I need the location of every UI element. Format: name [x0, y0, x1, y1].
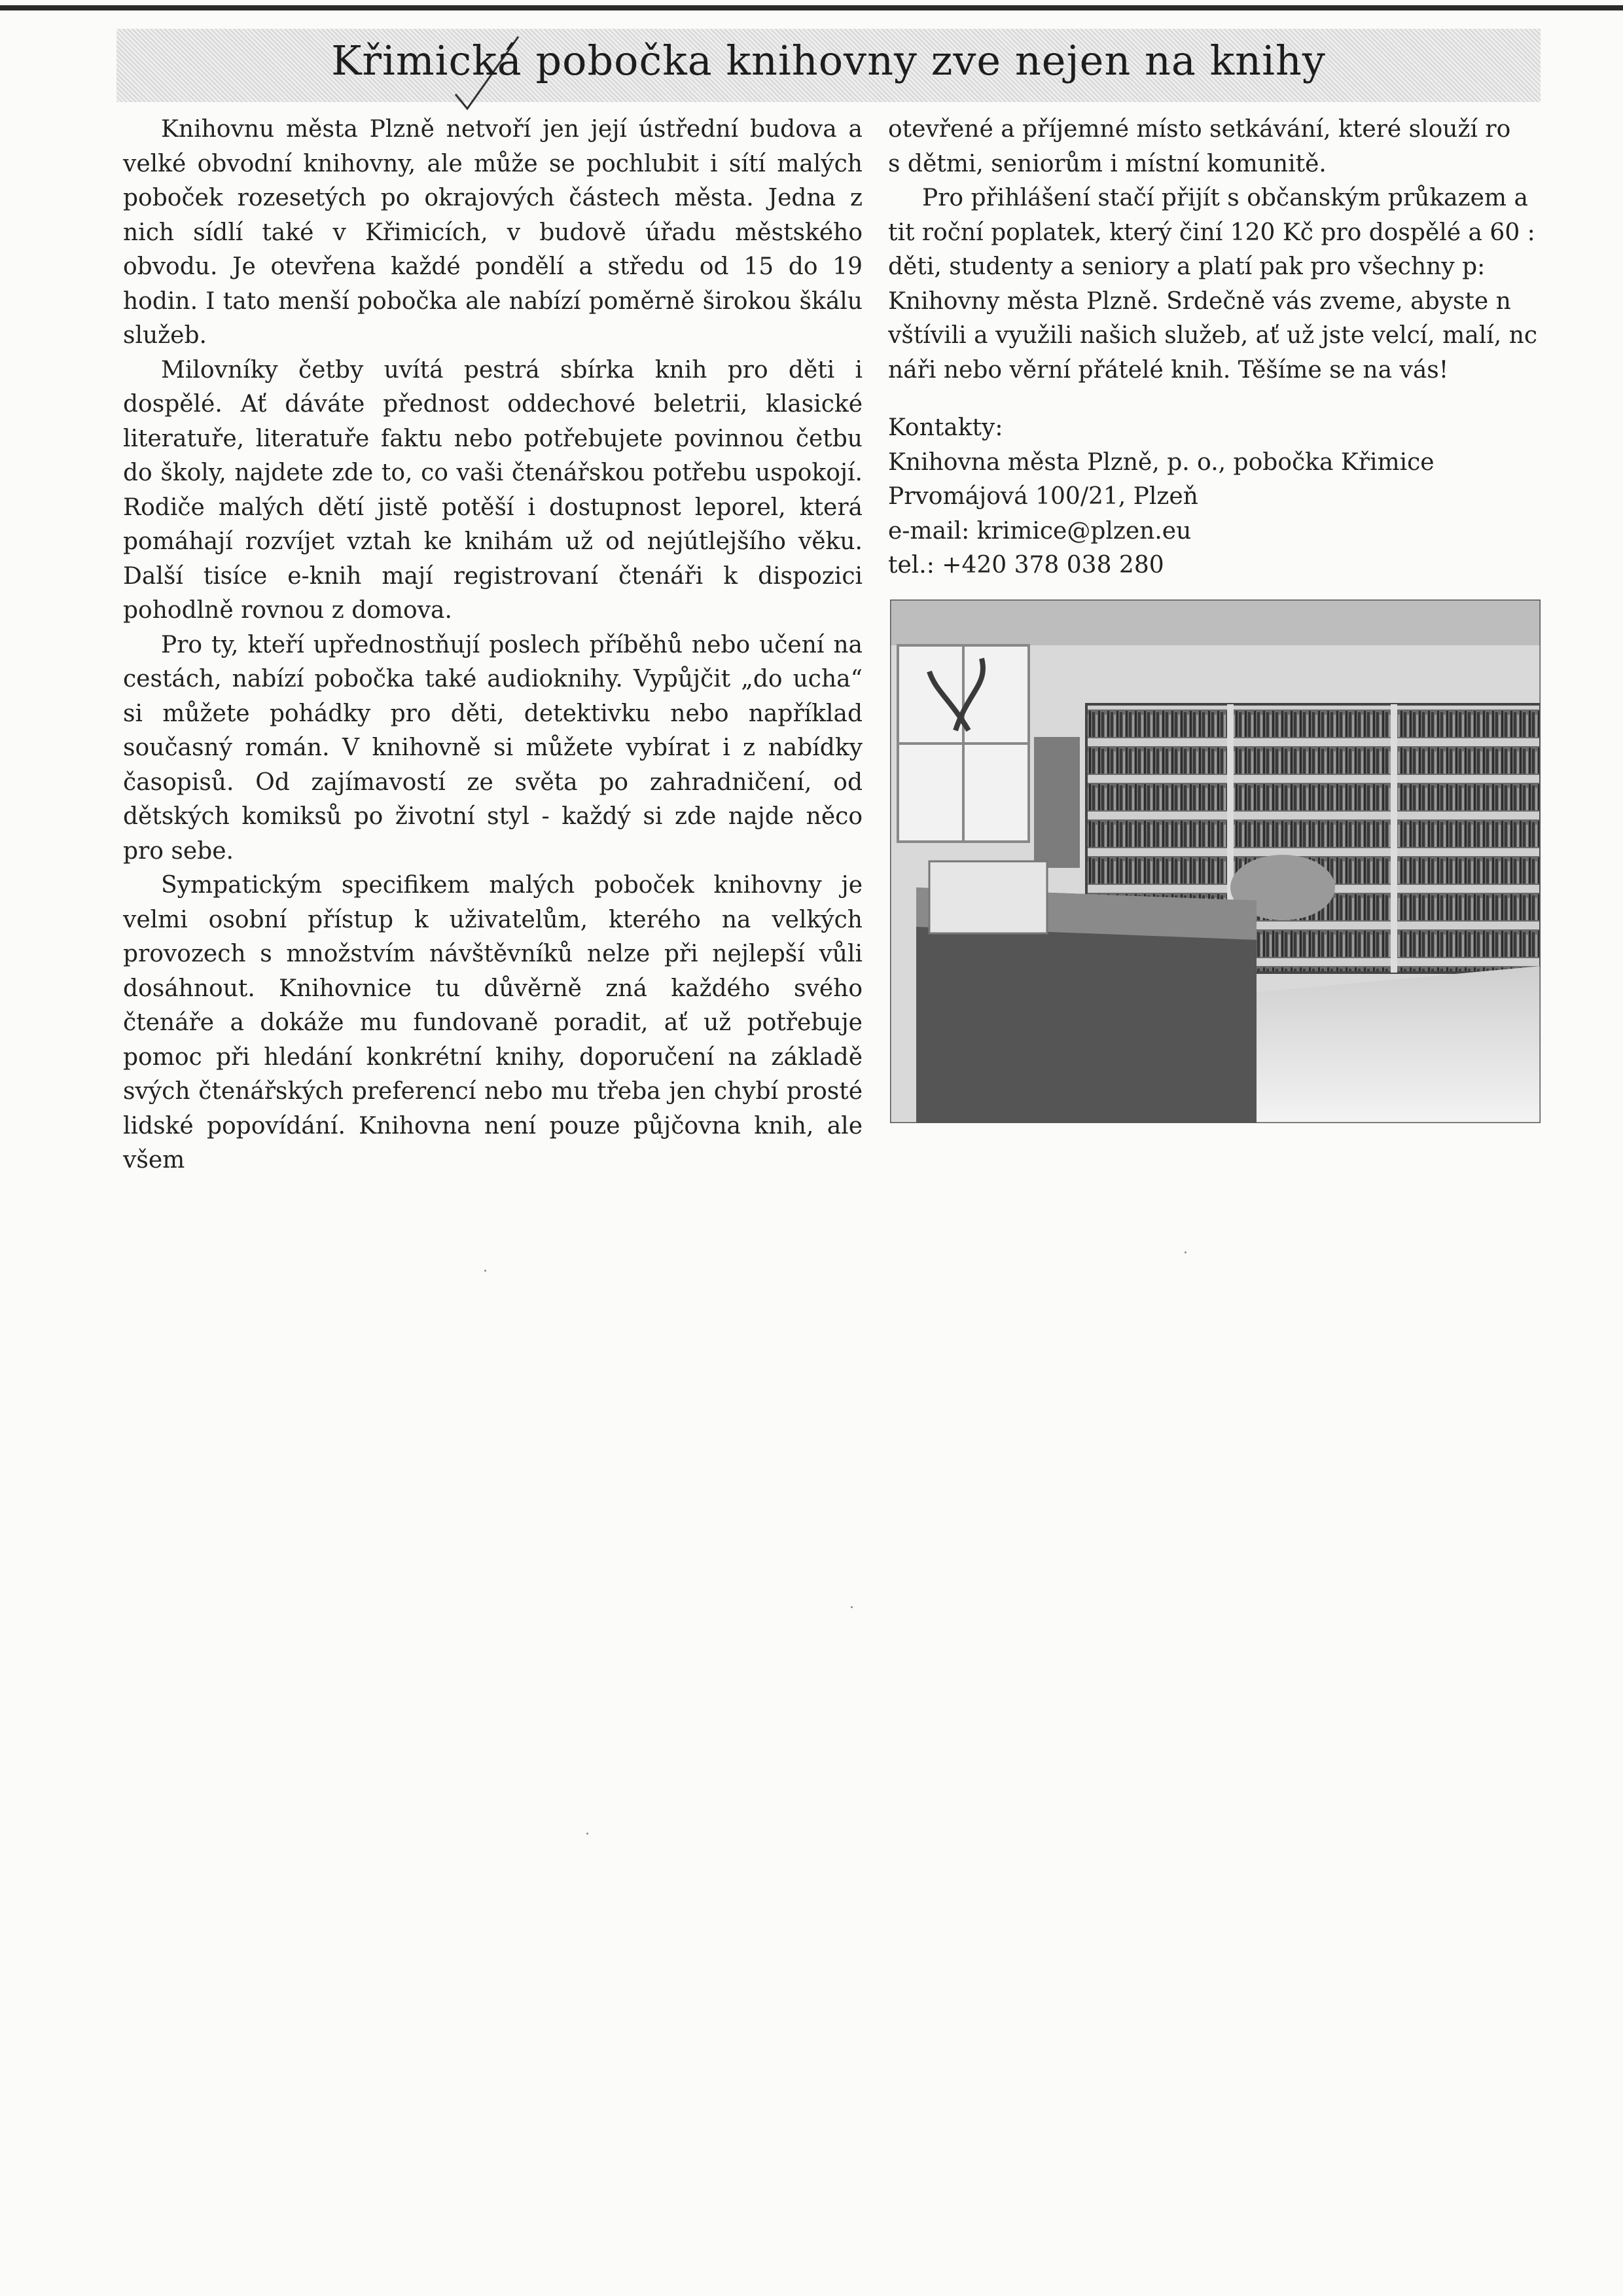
right-line-8: náři nebo věrní přátelé knih. Těšíme se na vás! [888, 356, 1449, 384]
article-body-right-column [888, 113, 1540, 387]
paragraph-4: Sympatickým specifikem malých poboček knihovny je velmi osobní přístup k uživatelům, kterého na velkých provozech s množstvím návštěvníků nelze při nejlepší vůli dosáhnout. Knihovnice tu důvěrně zná každého svého čtenáře a dokáže mu fundovaně poradit, ať už potřebuje pomoc při hledání konkrétní knihy, doporučení na základě svých čtenářských preferencí nebo mu třeba jen chybí prosté lidské popovídání. Knihovna není pouze půjčovna knih, ale všem [123, 872, 863, 1174]
contacts-address: Prvomájová 100/21, Plzeň [888, 483, 1198, 510]
right-line-7: vštívili a využili našich služeb, ať už jste velcí, malí, nc [888, 322, 1538, 349]
scan-speck [484, 1270, 486, 1272]
right-line-5: děti, studenty a seniory a platí pak pro všechny p: [888, 253, 1486, 280]
contacts-email: e-mail: krimice@plzen.eu [888, 517, 1192, 545]
right-line-1: otevřené a příjemné místo setkávání, které slouží ro [888, 116, 1511, 143]
scan-speck [1185, 1251, 1186, 1253]
article-title: Křimická pobočka knihovny zve nejen na knihy [331, 37, 1326, 84]
contacts-block [888, 411, 1435, 583]
right-line-3: Pro přihlášení stačí přijít s občanským průkazem a [922, 185, 1528, 211]
right-line-2: s dětmi, seniorům i místní komunitě. [888, 150, 1327, 177]
scan-speck [851, 1606, 853, 1608]
headline-band [116, 29, 1541, 102]
paragraph-2: Milovníky četby uvítá pestrá sbírka knih pro děti i dospělé. Ať dáváte přednost oddechové beletrii, klasické literatuře, literatuře faktu nebo potřebujete povinnou četbu do školy, najdete zde to, co vaši čtenářskou potřebu uspokojí. Rodiče malých dětí jistě potěší i dostupnost leporel, která pomáhají rozvíjet vztah ke knihám už od nejútlejšího věku. Další tisíce e-knih mají registrovaní čtenáři k dispozici pohodlně rovnou z domova. [123, 356, 863, 624]
contacts-heading: Kontakty: [888, 414, 1003, 441]
contacts-phone: tel.: +420 378 038 280 [888, 552, 1164, 579]
paragraph-1: Knihovnu města Plzně netvoří jen její ústřední budova a velké obvodní knihovny, ale může se pochlubit i sítí malých poboček rozesetých po okrajových částech města. Jedna z nich sídlí také v Křimicích, v budově úřadu městského obvodu. Je otevřena každé pondělí a středu od 15 do 19 hodin. I tato menší pobočka ale nabízí poměrně širokou škálu služeb. [123, 116, 863, 349]
paragraph-3: Pro ty, kteří upřednostňují poslech příběhů nebo učení na cestách, nabízí pobočka také audioknihy. Vypůjčit „do ucha“ si můžete pohádky pro děti, detektivku nebo například současný román. V knihovně si můžete vybírat i z nabídky časopisů. Od zajímavostí ze světa po zahradničení, od dětských komiksů po životní styl - každý si zde najde něco pro sebe. [123, 631, 863, 865]
right-line-6: Knihovny města Plzně. Srdečně vás zveme, abyste n [888, 287, 1511, 315]
contacts-organization: Knihovna města Plzně, p. o., pobočka Křimice [888, 448, 1435, 476]
scan-speck [586, 1833, 588, 1835]
article-body-left-column [123, 113, 863, 1178]
scanner-top-edge [0, 5, 1623, 10]
right-line-4: tit roční poplatek, který činí 120 Kč pro dospělé a 60 : [888, 219, 1535, 246]
library-interior-photo [890, 600, 1541, 1123]
